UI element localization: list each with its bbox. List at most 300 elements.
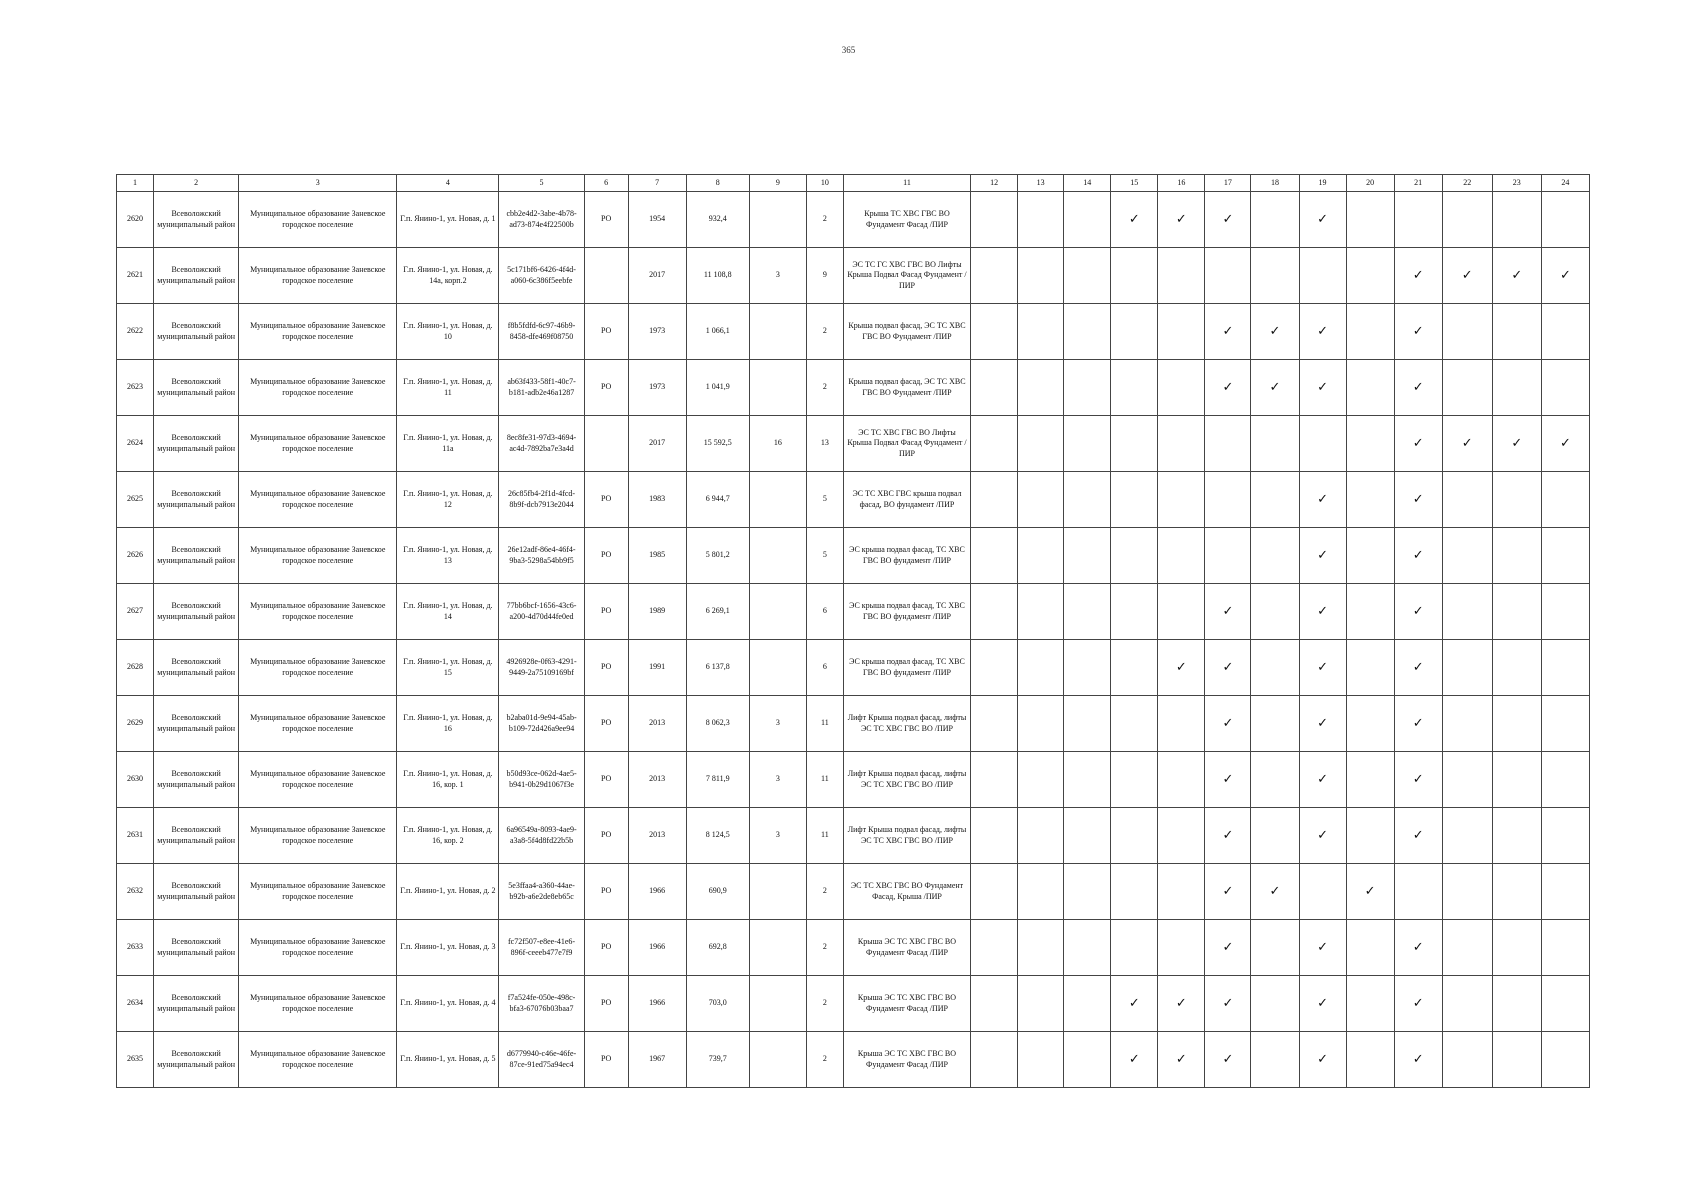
column-header: 12 [971, 175, 1018, 192]
mark-cell [1111, 920, 1158, 976]
mark-cell [1111, 864, 1158, 920]
municipality-cell: Муниципальное образование Заневское городское поселение [239, 248, 397, 304]
column-header: 18 [1251, 175, 1299, 192]
works-cell: Лифт Крыша подвал фасад, лифты ЭС ТС ХВС ГВС ВО /ПИР [843, 808, 970, 864]
mark-cell [1064, 976, 1111, 1032]
mark-cell [1158, 192, 1205, 248]
type-cell [584, 416, 628, 472]
mark-cell [1158, 360, 1205, 416]
table-row [117, 528, 1590, 584]
mark-cell [1251, 192, 1299, 248]
mark-cell [1346, 864, 1394, 920]
mark-cell [1442, 416, 1492, 472]
check-icon: ✓ [1175, 995, 1187, 1011]
mark-cell [1158, 696, 1205, 752]
district-cell: Всеволожский муниципальный район [154, 304, 239, 360]
mark-cell [1205, 304, 1251, 360]
mark-cell [1064, 472, 1111, 528]
page-number: 365 [841, 45, 856, 55]
row-number-cell: 2633 [117, 920, 154, 976]
column-header: 11 [843, 175, 970, 192]
mark-cell [1299, 920, 1346, 976]
mark-cell [1492, 640, 1541, 696]
mark-cell [1064, 640, 1111, 696]
municipality-cell: Муниципальное образование Заневское городское поселение [239, 752, 397, 808]
table-row [117, 192, 1590, 248]
column-header: 20 [1346, 175, 1394, 192]
mark-cell [1442, 752, 1492, 808]
check-icon: ✓ [1559, 267, 1571, 283]
mark-cell [1205, 1032, 1251, 1088]
check-icon: ✓ [1175, 659, 1187, 675]
mark-cell [1541, 192, 1589, 248]
mark-cell [1492, 1032, 1541, 1088]
lift-count-cell [749, 584, 806, 640]
mark-cell [971, 864, 1018, 920]
area-cell: 739,7 [686, 1032, 749, 1088]
floors-cell: 2 [806, 1032, 843, 1088]
works-cell: ЭС крыша подвал фасад, ТС ХВС ГВС ВО фундамент /ПИР [843, 584, 970, 640]
mark-cell [1158, 864, 1205, 920]
check-icon: ✓ [1412, 939, 1424, 955]
column-header: 10 [806, 175, 843, 192]
mark-cell [1158, 752, 1205, 808]
row-number-cell: 2628 [117, 640, 154, 696]
row-number-cell: 2626 [117, 528, 154, 584]
type-cell: РО [584, 472, 628, 528]
column-header: 22 [1442, 175, 1492, 192]
mark-cell [1251, 920, 1299, 976]
mark-cell [1442, 472, 1492, 528]
address-cell: Г.п. Янино-1, ул. Новая, д. 16, кор. 1 [397, 752, 499, 808]
type-cell: РО [584, 304, 628, 360]
address-cell: Г.п. Янино-1, ул. Новая, д. 2 [397, 864, 499, 920]
object-id-cell: cbb2e4d2-3abe-4b78-ad73-874e4f22500b [499, 192, 584, 248]
mark-cell [1541, 416, 1589, 472]
mark-cell [1492, 864, 1541, 920]
mark-cell [1064, 416, 1111, 472]
mark-cell [1111, 304, 1158, 360]
district-cell: Всеволожский муниципальный район [154, 640, 239, 696]
column-header: 2 [154, 175, 239, 192]
object-id-cell: 5c171bf6-6426-4f4d-a060-6c386f5eebfe [499, 248, 584, 304]
area-cell: 7 811,9 [686, 752, 749, 808]
address-cell: Г.п. Янино-1, ул. Новая, д. 11 [397, 360, 499, 416]
year-cell: 1954 [628, 192, 686, 248]
mark-cell [1158, 472, 1205, 528]
address-cell: Г.п. Янино-1, ул. Новая, д. 10 [397, 304, 499, 360]
row-number-cell: 2624 [117, 416, 154, 472]
type-cell: РО [584, 976, 628, 1032]
mark-cell [1394, 360, 1442, 416]
check-icon: ✓ [1269, 379, 1281, 395]
table-body [117, 192, 1590, 1088]
check-icon: ✓ [1412, 323, 1424, 339]
mark-cell [1492, 304, 1541, 360]
column-header: 19 [1299, 175, 1346, 192]
mark-cell [1346, 976, 1394, 1032]
check-icon: ✓ [1412, 547, 1424, 563]
row-number-cell: 2630 [117, 752, 154, 808]
district-cell: Всеволожский муниципальный район [154, 808, 239, 864]
mark-cell [1064, 192, 1111, 248]
mark-cell [1205, 360, 1251, 416]
mark-cell [1346, 1032, 1394, 1088]
row-number-cell: 2623 [117, 360, 154, 416]
check-icon: ✓ [1412, 435, 1424, 451]
mark-cell [971, 920, 1018, 976]
type-cell: РО [584, 640, 628, 696]
check-icon: ✓ [1317, 771, 1328, 787]
column-header: 23 [1492, 175, 1541, 192]
municipality-cell: Муниципальное образование Заневское городское поселение [239, 696, 397, 752]
mark-cell [1064, 1032, 1111, 1088]
column-header: 6 [584, 175, 628, 192]
column-header: 21 [1394, 175, 1442, 192]
mark-cell [1251, 752, 1299, 808]
check-icon: ✓ [1317, 211, 1328, 227]
mark-cell [1251, 528, 1299, 584]
table-row [117, 1032, 1590, 1088]
mark-cell [1394, 416, 1442, 472]
mark-cell [1018, 920, 1064, 976]
check-icon: ✓ [1461, 435, 1473, 451]
year-cell: 2013 [628, 752, 686, 808]
mark-cell [971, 696, 1018, 752]
row-number-cell: 2621 [117, 248, 154, 304]
lift-count-cell: 3 [749, 696, 806, 752]
type-cell: РО [584, 696, 628, 752]
mark-cell [1299, 416, 1346, 472]
mark-cell [1541, 584, 1589, 640]
works-cell: ЭС крыша подвал фасад, ТС ХВС ГВС ВО фундамент /ПИР [843, 528, 970, 584]
mark-cell [1111, 976, 1158, 1032]
mark-cell [971, 752, 1018, 808]
mark-cell [1111, 696, 1158, 752]
year-cell: 1967 [628, 1032, 686, 1088]
area-cell: 15 592,5 [686, 416, 749, 472]
mark-cell [1442, 192, 1492, 248]
mark-cell [1394, 304, 1442, 360]
check-icon: ✓ [1222, 323, 1234, 339]
object-id-cell: 26c85fb4-2f1d-4fcd-8b9f-dcb7913e2044 [499, 472, 584, 528]
area-cell: 6 944,7 [686, 472, 749, 528]
mark-cell [1394, 864, 1442, 920]
table-row [117, 584, 1590, 640]
column-header: 4 [397, 175, 499, 192]
address-cell: Г.п. Янино-1, ул. Новая, д. 16 [397, 696, 499, 752]
lift-count-cell [749, 472, 806, 528]
mark-cell [1346, 528, 1394, 584]
mark-cell [1394, 528, 1442, 584]
area-cell: 1 066,1 [686, 304, 749, 360]
mark-cell [1492, 528, 1541, 584]
column-header: 16 [1158, 175, 1205, 192]
table-row [117, 976, 1590, 1032]
row-number-cell: 2622 [117, 304, 154, 360]
object-id-cell: d6779940-c46e-46fe-87ce-91ed75a94ec4 [499, 1032, 584, 1088]
mark-cell [1492, 976, 1541, 1032]
object-id-cell: b2aba01d-9e94-45ab-b109-72d426a9ee94 [499, 696, 584, 752]
mark-cell [1064, 920, 1111, 976]
municipality-cell: Муниципальное образование Заневское городское поселение [239, 192, 397, 248]
mark-cell [1205, 864, 1251, 920]
mark-cell [1205, 976, 1251, 1032]
object-id-cell: f8b5fdfd-6c97-46b9-8458-dfe469f08750 [499, 304, 584, 360]
mark-cell [1299, 696, 1346, 752]
check-icon: ✓ [1222, 715, 1234, 731]
check-icon: ✓ [1269, 323, 1281, 339]
check-icon: ✓ [1317, 547, 1328, 563]
table-row [117, 864, 1590, 920]
mark-cell [1111, 1032, 1158, 1088]
mark-cell [1018, 416, 1064, 472]
year-cell: 1973 [628, 360, 686, 416]
table-row [117, 248, 1590, 304]
works-cell: ЭС ТС ГС ХВС ГВС ВО Лифты Крыша Подвал Фасад Фундамент /ПИР [843, 248, 970, 304]
check-icon: ✓ [1511, 435, 1523, 451]
mark-cell [1064, 864, 1111, 920]
municipality-cell: Муниципальное образование Заневское городское поселение [239, 472, 397, 528]
column-header: 5 [499, 175, 584, 192]
mark-cell [1205, 752, 1251, 808]
mark-cell [1299, 528, 1346, 584]
floors-cell: 2 [806, 864, 843, 920]
district-cell: Всеволожский муниципальный район [154, 920, 239, 976]
year-cell: 1989 [628, 584, 686, 640]
check-icon: ✓ [1222, 995, 1234, 1011]
check-icon: ✓ [1412, 659, 1424, 675]
mark-cell [1111, 360, 1158, 416]
check-icon: ✓ [1412, 995, 1424, 1011]
mark-cell [1394, 752, 1442, 808]
mark-cell [1111, 472, 1158, 528]
mark-cell [1111, 752, 1158, 808]
district-cell: Всеволожский муниципальный район [154, 360, 239, 416]
mark-cell [971, 584, 1018, 640]
check-icon: ✓ [1317, 603, 1328, 619]
works-cell: ЭС ТС ХВС ГВС ВО Фундамент Фасад, Крыша /ПИР [843, 864, 970, 920]
mark-cell [1299, 752, 1346, 808]
mark-cell [1158, 808, 1205, 864]
mark-cell [1442, 808, 1492, 864]
mark-cell [971, 640, 1018, 696]
mark-cell [1018, 528, 1064, 584]
mark-cell [1018, 1032, 1064, 1088]
lift-count-cell: 3 [749, 752, 806, 808]
mark-cell [1251, 472, 1299, 528]
mark-cell [1158, 976, 1205, 1032]
year-cell: 1966 [628, 864, 686, 920]
mark-cell [1346, 472, 1394, 528]
table-row [117, 640, 1590, 696]
year-cell: 1973 [628, 304, 686, 360]
mark-cell [1394, 248, 1442, 304]
works-cell: Крыша ЭС ТС ХВС ГВС ВО Фундамент Фасад /ПИР [843, 920, 970, 976]
mark-cell [1541, 1032, 1589, 1088]
mark-cell [971, 416, 1018, 472]
mark-cell [1251, 864, 1299, 920]
mark-cell [1492, 696, 1541, 752]
table-row [117, 472, 1590, 528]
check-icon: ✓ [1222, 211, 1234, 227]
area-cell: 8 124,5 [686, 808, 749, 864]
mark-cell [1205, 920, 1251, 976]
municipality-cell: Муниципальное образование Заневское городское поселение [239, 528, 397, 584]
municipality-cell: Муниципальное образование Заневское городское поселение [239, 808, 397, 864]
works-cell: ЭС ТС ХВС ГВС ВО Лифты Крыша Подвал Фасад Фундамент /ПИР [843, 416, 970, 472]
district-cell: Всеволожский муниципальный район [154, 416, 239, 472]
mark-cell [1442, 528, 1492, 584]
lift-count-cell [749, 640, 806, 696]
mark-cell [971, 248, 1018, 304]
address-cell: Г.п. Янино-1, ул. Новая, д. 5 [397, 1032, 499, 1088]
mark-cell [1251, 416, 1299, 472]
district-cell: Всеволожский муниципальный район [154, 472, 239, 528]
municipality-cell: Муниципальное образование Заневское городское поселение [239, 584, 397, 640]
mark-cell [1251, 1032, 1299, 1088]
address-cell: Г.п. Янино-1, ул. Новая, д. 15 [397, 640, 499, 696]
column-header: 7 [628, 175, 686, 192]
mark-cell [1064, 584, 1111, 640]
mark-cell [1158, 416, 1205, 472]
object-id-cell: 77bb6bcf-1656-43c6-a200-4d70d44fe0ed [499, 584, 584, 640]
object-id-cell: 5e3ffaa4-a360-44ae-b92b-a6e2de8eb65c [499, 864, 584, 920]
year-cell: 2013 [628, 696, 686, 752]
works-cell: Крыша ЭС ТС ХВС ГВС ВО Фундамент Фасад /ПИР [843, 976, 970, 1032]
municipality-cell: Муниципальное образование Заневское городское поселение [239, 640, 397, 696]
mark-cell [1251, 696, 1299, 752]
mark-cell [1064, 696, 1111, 752]
type-cell: РО [584, 752, 628, 808]
mark-cell [1299, 304, 1346, 360]
mark-cell [1541, 304, 1589, 360]
mark-cell [1541, 696, 1589, 752]
mark-cell [971, 976, 1018, 1032]
check-icon: ✓ [1412, 603, 1424, 619]
mark-cell [1541, 472, 1589, 528]
floors-cell: 6 [806, 584, 843, 640]
mark-cell [1251, 976, 1299, 1032]
mark-cell [1346, 248, 1394, 304]
mark-cell [1111, 248, 1158, 304]
mark-cell [1158, 584, 1205, 640]
table-row [117, 808, 1590, 864]
district-cell: Всеволожский муниципальный район [154, 976, 239, 1032]
check-icon: ✓ [1412, 379, 1424, 395]
column-header: 3 [239, 175, 397, 192]
row-number-cell: 2635 [117, 1032, 154, 1088]
mark-cell [1346, 360, 1394, 416]
mark-cell [1205, 584, 1251, 640]
mark-cell [1158, 640, 1205, 696]
registry-table [116, 174, 1590, 1088]
mark-cell [1541, 920, 1589, 976]
check-icon: ✓ [1317, 379, 1328, 395]
district-cell: Всеволожский муниципальный район [154, 696, 239, 752]
check-icon: ✓ [1269, 883, 1281, 899]
mark-cell [1492, 472, 1541, 528]
address-cell: Г.п. Янино-1, ул. Новая, д. 14а, корп.2 [397, 248, 499, 304]
area-cell: 8 062,3 [686, 696, 749, 752]
address-cell: Г.п. Янино-1, ул. Новая, д. 11а [397, 416, 499, 472]
mark-cell [1541, 640, 1589, 696]
floors-cell: 5 [806, 472, 843, 528]
mark-cell [1541, 808, 1589, 864]
municipality-cell: Муниципальное образование Заневское городское поселение [239, 864, 397, 920]
mark-cell [1251, 304, 1299, 360]
district-cell: Всеволожский муниципальный район [154, 584, 239, 640]
mark-cell [1064, 752, 1111, 808]
type-cell: РО [584, 584, 628, 640]
check-icon: ✓ [1317, 995, 1328, 1011]
year-cell: 1983 [628, 472, 686, 528]
mark-cell [1299, 1032, 1346, 1088]
object-id-cell: 4926928e-0f63-4291-9449-2a75109169bf [499, 640, 584, 696]
municipality-cell: Муниципальное образование Заневское городское поселение [239, 360, 397, 416]
column-header: 9 [749, 175, 806, 192]
works-cell: Крыша ТС ХВС ГВС ВО Фундамент Фасад /ПИР [843, 192, 970, 248]
district-cell: Всеволожский муниципальный район [154, 864, 239, 920]
municipality-cell: Муниципальное образование Заневское городское поселение [239, 920, 397, 976]
mark-cell [1158, 248, 1205, 304]
column-header: 8 [686, 175, 749, 192]
mark-cell [1064, 808, 1111, 864]
mark-cell [1299, 248, 1346, 304]
table-header-row [117, 175, 1590, 192]
column-header: 14 [1064, 175, 1111, 192]
mark-cell [1346, 416, 1394, 472]
mark-cell [1018, 976, 1064, 1032]
year-cell: 1966 [628, 976, 686, 1032]
mark-cell [1064, 248, 1111, 304]
district-cell: Всеволожский муниципальный район [154, 192, 239, 248]
lift-count-cell: 16 [749, 416, 806, 472]
check-icon: ✓ [1222, 771, 1234, 787]
floors-cell: 2 [806, 976, 843, 1032]
mark-cell [971, 808, 1018, 864]
works-cell: Крыша подвал фасад, ЭС ТС ХВС ГВС ВО Фундамент /ПИР [843, 360, 970, 416]
area-cell: 5 801,2 [686, 528, 749, 584]
year-cell: 1966 [628, 920, 686, 976]
mark-cell [1492, 584, 1541, 640]
floors-cell: 6 [806, 640, 843, 696]
mark-cell [1018, 696, 1064, 752]
mark-cell [1018, 248, 1064, 304]
mark-cell [1394, 472, 1442, 528]
mark-cell [1541, 752, 1589, 808]
check-icon: ✓ [1222, 827, 1234, 843]
mark-cell [1251, 360, 1299, 416]
lift-count-cell [749, 864, 806, 920]
mark-cell [1205, 808, 1251, 864]
mark-cell [1442, 1032, 1492, 1088]
mark-cell [1394, 696, 1442, 752]
year-cell: 2017 [628, 416, 686, 472]
floors-cell: 2 [806, 304, 843, 360]
floors-cell: 13 [806, 416, 843, 472]
mark-cell [1492, 248, 1541, 304]
area-cell: 1 041,9 [686, 360, 749, 416]
check-icon: ✓ [1128, 1051, 1140, 1067]
mark-cell [1442, 304, 1492, 360]
mark-cell [1492, 920, 1541, 976]
floors-cell: 11 [806, 808, 843, 864]
column-header: 1 [117, 175, 154, 192]
mark-cell [1111, 808, 1158, 864]
year-cell: 2013 [628, 808, 686, 864]
mark-cell [1205, 416, 1251, 472]
